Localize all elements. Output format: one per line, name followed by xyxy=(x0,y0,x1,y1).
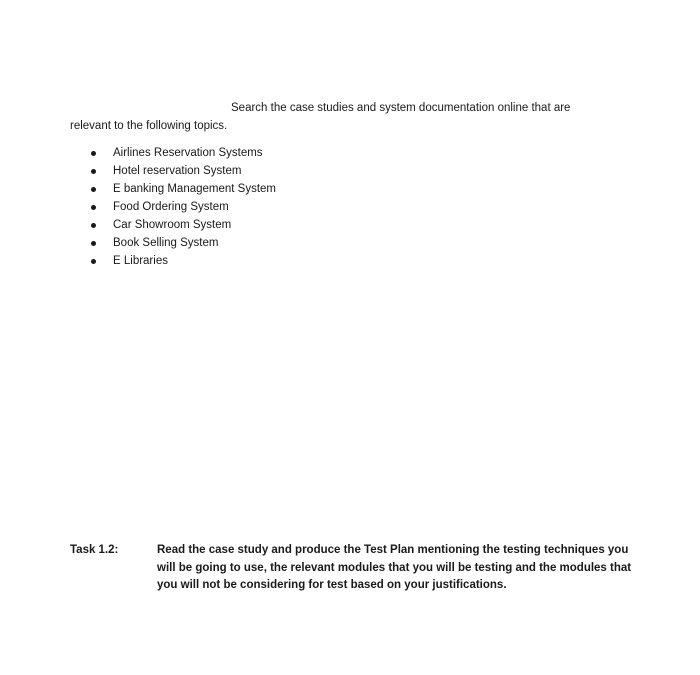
bullet-icon xyxy=(91,223,96,228)
bullet-icon xyxy=(91,187,96,192)
list-item xyxy=(88,180,276,198)
list-item xyxy=(88,144,276,162)
list-item-label: Book Selling System xyxy=(113,237,219,249)
task-label: Task 1.2: xyxy=(70,544,119,556)
intro-paragraph xyxy=(70,99,630,135)
task-description: Read the case study and produce the Test Plan mentioning the testing techniques you will be going to use, the relevant modules that you will be testing and the modules that you will not be considering for test based on your justifications. xyxy=(157,544,632,591)
intro-line-1: Search the case studies and system documentation online that are xyxy=(231,102,571,114)
list-item-label: Airlines Reservation Systems xyxy=(113,147,263,159)
list-item xyxy=(88,252,276,270)
list-item xyxy=(88,162,276,180)
intro-line-2: relevant to the following topics. xyxy=(70,120,228,132)
bullet-icon xyxy=(91,169,96,174)
bullet-icon xyxy=(91,241,96,246)
bullet-icon xyxy=(91,151,96,156)
list-item-label: E Libraries xyxy=(113,255,168,267)
list-item-label: Hotel reservation System xyxy=(113,165,242,177)
list-item-label: Car Showroom System xyxy=(113,219,232,231)
list-item xyxy=(88,234,276,252)
list-item xyxy=(88,216,276,234)
list-item xyxy=(88,198,276,216)
bullet-icon xyxy=(91,205,96,210)
topics-list xyxy=(88,144,276,270)
bullet-icon xyxy=(91,259,96,264)
list-item-label: Food Ordering System xyxy=(113,201,229,213)
list-item-label: E banking Management System xyxy=(113,183,277,195)
